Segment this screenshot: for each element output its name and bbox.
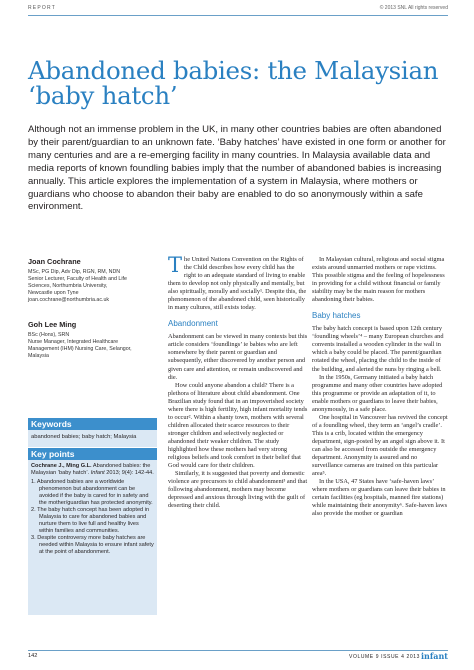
drop-cap: T [168, 253, 183, 277]
author-role: Senior Lecturer, Faculty of Health and Life [28, 275, 127, 282]
body-column-1 [168, 253, 308, 510]
body-paragraph: One hospital in Vancouver has revived the concept of a foundling wheel, they term an ‘angel’s cradle’. This is a crib, located within the emergency department, sign-posted by an angel sign above it. It can also be accessed from outside the emergency department. Anonymity is assured and no surveillance cameras are trained on this particular area⁵. [312, 413, 448, 478]
author-role: Nurse Manager, Integrated Healthcare [28, 338, 119, 345]
author-location: Malaysia [28, 352, 49, 359]
key-points-box [28, 460, 157, 615]
author-name: Goh Lee Ming [28, 320, 77, 329]
intro-text: he United Nations Convention on the Rights of the Child describes how every child has the right to an adequate standard of living to enable them to develop not only physically and mentally, but also spiritually, morally and socially¹. Despite this, the phenomenon of the abandoned child, seen historically in many cultures, still exists today. [168, 256, 307, 312]
footer-rule [28, 650, 448, 651]
section-label: REPORT [28, 5, 56, 11]
title-line-1: Abandoned babies: the Malaysian [28, 56, 439, 85]
author-email[interactable]: joan.cochrane@northumbria.ac.uk [28, 296, 110, 303]
citation-title: Abandoned babies: the Malaysian ‘baby hatch’. [31, 463, 151, 476]
body-paragraph: In the 1950s, Germany initiated a baby hatch programme and many other countries have adopted this programme or provide an adaptation of it, to enable mothers or guardians to leave their babies, anonymously, in a safe place. [312, 373, 443, 413]
citation [28, 460, 157, 479]
author-block-1 [28, 257, 158, 304]
volume-info: VOLUME 9 ISSUE 4 2013 [349, 654, 420, 660]
keywords-text: abandoned babies; baby hatch; Malaysia [31, 434, 137, 440]
keywords-heading: Keywords [28, 418, 157, 430]
keywords-box [28, 430, 157, 447]
key-point-item: 1. Abandoned babies are a worldwide phenomenon but abandonment can be avoided if the baby is cared for in safety and the mother/guardian has protected anonymity. [31, 479, 153, 506]
author-name: Joan Cochrane [28, 257, 81, 266]
key-point-item: 3. Despite controversy more baby hatches are needed within Malaysia to ensure infant safety at the point of abandonment. [31, 535, 154, 555]
key-point-item: 2. The baby hatch concept has been adopted in Malaysia to care for abandoned babies and nurture them to live full and healthy lives within families and communities. [31, 507, 150, 534]
citation-journal: Infant [90, 470, 105, 476]
body-column-2 [312, 256, 448, 518]
copyright-notice: © 2013 SNL All rights reserved [379, 5, 448, 11]
citation-authors: Cochrane J., Ming G.L. [31, 463, 92, 469]
intro-paragraph [168, 253, 308, 312]
page-number: 142 [28, 653, 38, 659]
body-paragraph: Similarly, it is suggested that poverty and domestic violence are precursors to child abandonment³ and that following abandonment, mothers may become depressed and anxious through living with the guilt of deserting their child. [168, 470, 308, 510]
subheading-baby-hatches: Baby hatches [312, 311, 361, 321]
key-points-list [28, 479, 157, 559]
page-header [0, 0, 474, 16]
citation-volume: 2013; 9(4): 142-44. [104, 470, 154, 476]
header-rule [28, 15, 448, 16]
subheading-abandonment: Abandonment [168, 319, 218, 329]
author-affiliation: Sciences, Northumbria University, [28, 282, 108, 289]
author-affiliation: Management (IHM) Nursing Care, Selangor, [28, 345, 132, 352]
body-paragraph: Abandonment can be viewed in many contexts but this article considers ‘foundlings’ ie babies who are left somewhere by their parent or guardian and subsequently, either discovered by another person and given care and attention, or remain undiscovered and die. [168, 333, 308, 381]
body-paragraph: The baby hatch concept is based upon 12th century ‘foundling wheels’⁴ – many European churches and convents installed a wooden cylinder in the wall in which a baby could be placed. The parent/guardian rotated the wheel, placing the child to the inside of the building, and alerted the nuns by ringing a bell. [312, 325, 444, 373]
author-location: Newcastle upon Tyne [28, 289, 79, 296]
author-qualifications: BSc (Hons), SRN [28, 332, 70, 338]
article-title [28, 58, 448, 108]
title-line-2: ‘baby hatch’ [28, 81, 178, 110]
abstract: Although not an immense problem in the UK, in many other countries babies are often abandoned by their parent/guardian to an unknown fate. ‘Baby hatches’ have existed in one form or another for many centuries and are a re-emerging facility in many countries. In Malaysia available data and media reports of known foundling babies imply that the number of abandoned babies is increasing annually. This article explores the implementation of a system in Malaysia, where mothers or guardians who choose to abandon their baby are enabled to do so anonymously within a safe environment. [28, 124, 446, 213]
author-block-2 [28, 320, 158, 360]
body-paragraph: How could anyone abandon a child? There is a plethora of literature about child abandonment. One Brazilian study found that in an impoverished society where there is high fertility, high infant mortality tends to occur². Within a shanty town, mothers with several children allocated their scarce resources to their stronger children and selectively neglected or abandoned their weaker children. The study highlighted how these mothers had very strong religious beliefs and took comfort in their belief that God would care for their children. [168, 381, 308, 470]
body-paragraph: In the USA, 47 States have ‘safe-haven laws’ where mothers or guardians can leave their babies in certain facilities (eg hospitals, manned fire stations) while maintaining their anonymity⁶. Safe-haven laws also provide the mother or guardian [312, 478, 448, 518]
author-qualifications: MSc, PG Dip, Adv Dip, RGN, RM, NDN [28, 269, 121, 275]
key-points-heading: Key points [28, 448, 157, 460]
journal-logo: infant [421, 651, 448, 661]
body-paragraph: In Malaysian cultural, religious and social stigma exists around unmarried mothers or rape victims. This possible stigma and the feeling of hopelessness in providing for a child without financial or family stability may be the main reason for mothers abandoning their babies. [312, 256, 445, 304]
